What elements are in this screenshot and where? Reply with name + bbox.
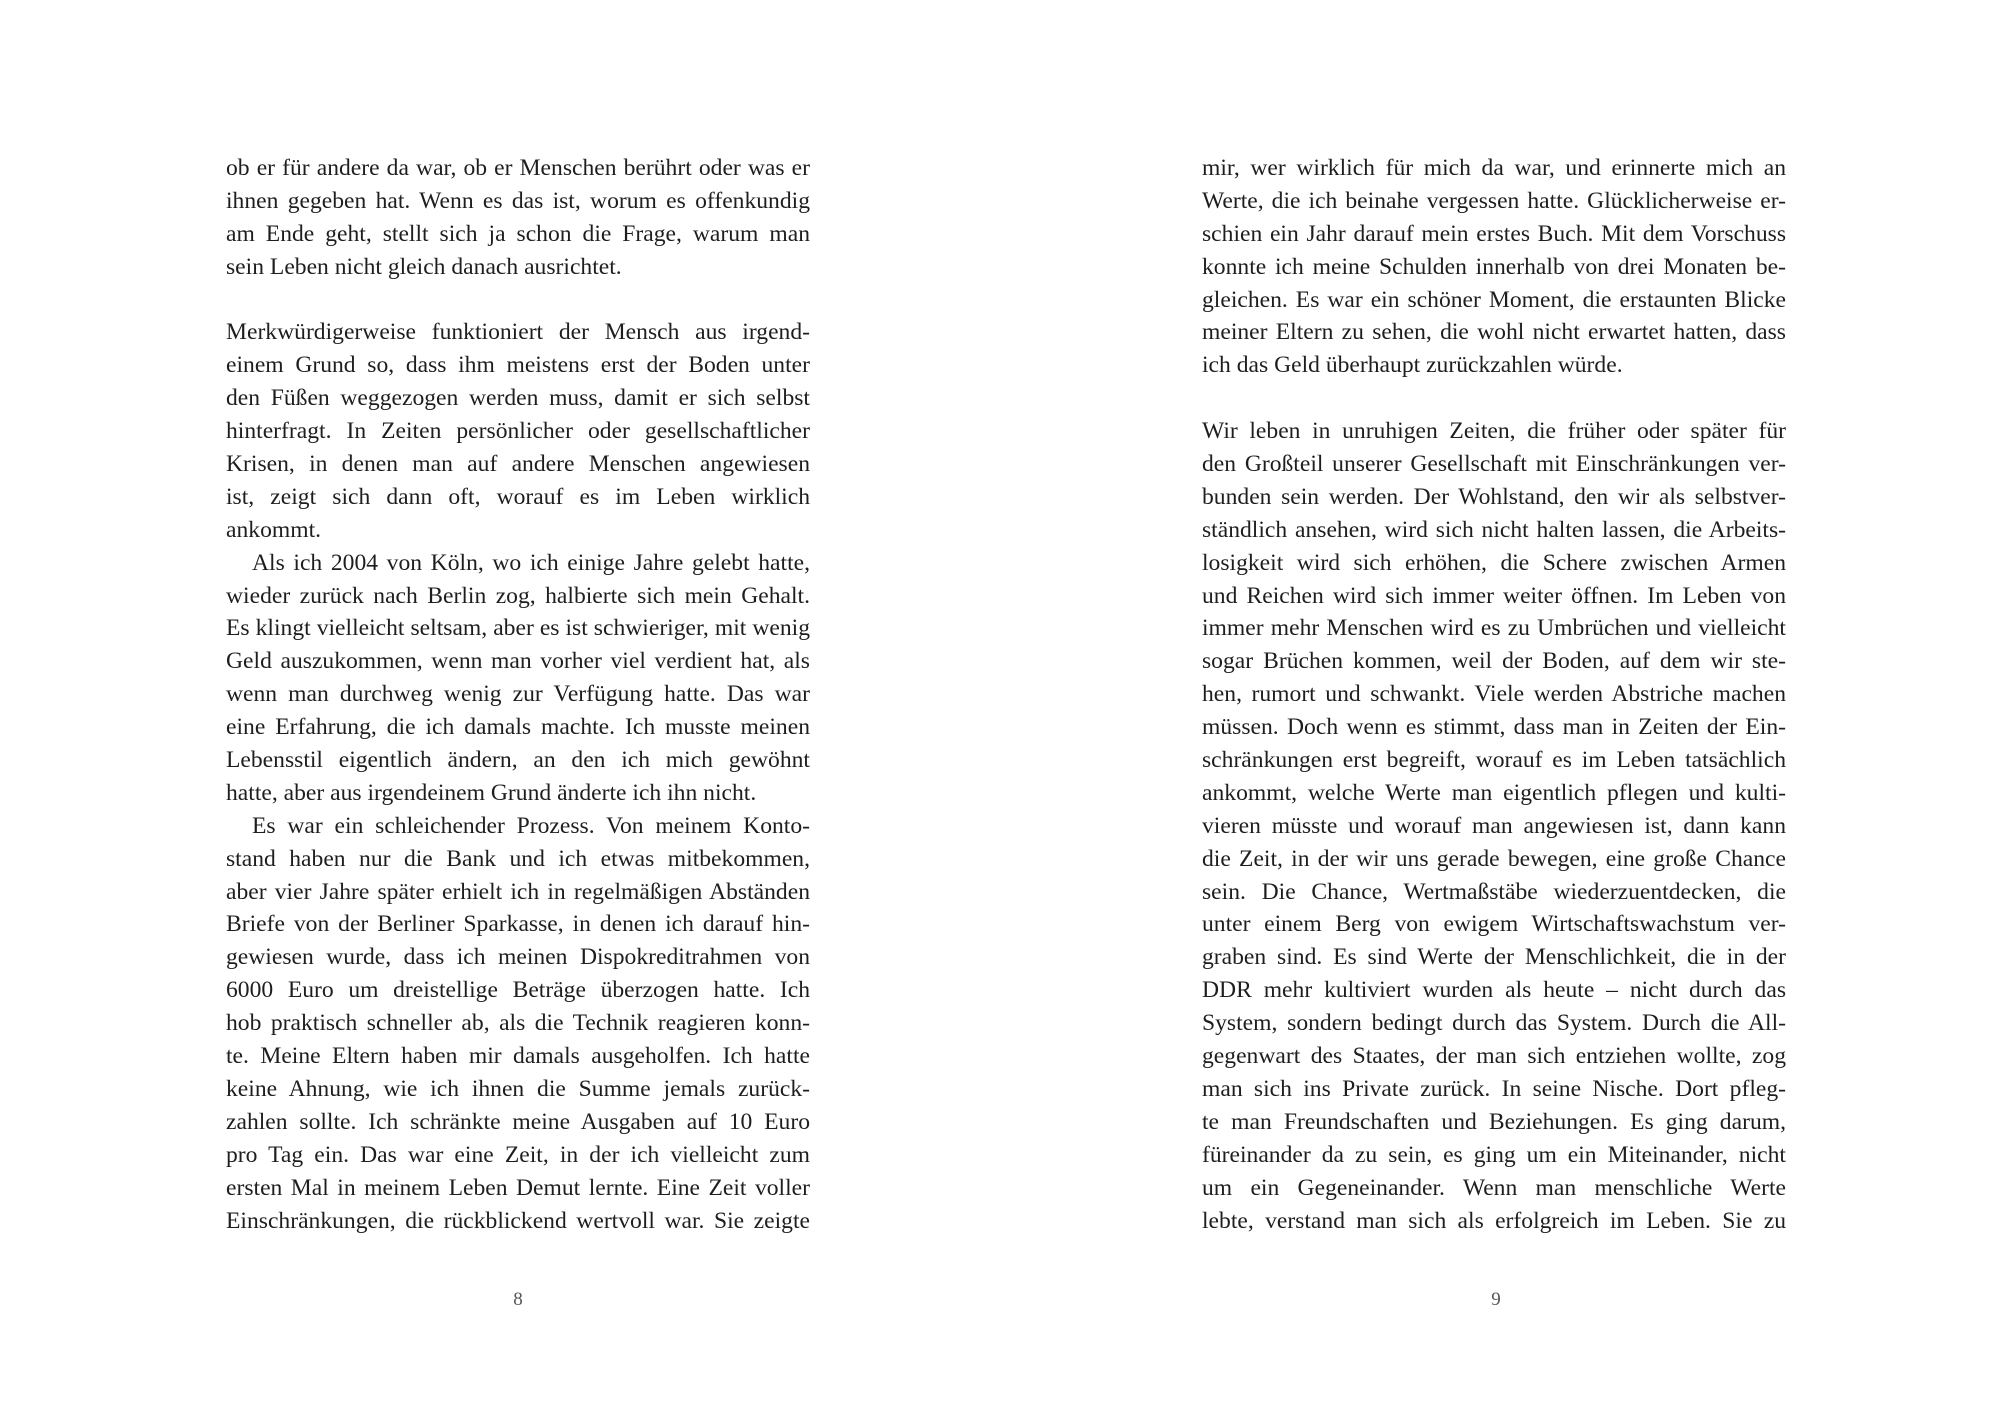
text-line: immer mehr Menschen wird es zu Umbrüchen und vielleicht (1202, 615, 1786, 642)
text-line: DDR mehr kultiviert wurden als heute – nicht durch das (1202, 977, 1786, 1004)
text-line: Werte, die ich beinahe vergessen hatte. Glücklicherweise er- (1202, 187, 1786, 214)
text-line: den Großteil unserer Gesellschaft mit Einschränkungen ver- (1202, 451, 1786, 478)
text-line: Es war ein schleichender Prozess. Von meinem Konto- (252, 812, 810, 839)
page-number: 9 (1491, 1289, 1501, 1310)
text-line: losigkeit wird sich erhöhen, die Schere zwischen Armen (1202, 549, 1786, 576)
text-line: ihnen gegeben hat. Wenn es das ist, worum es offenkundig (226, 187, 810, 214)
text-line: den Füßen weggezogen werden muss, damit er sich selbst (226, 385, 810, 412)
text-line: Krisen, in denen man auf andere Menschen angewiesen (226, 451, 810, 478)
text-line: hatte, aber aus irgendeinem Grund änderte ich ihn nicht. (226, 779, 757, 806)
text-line: ich das Geld überhaupt zurückzahlen würde. (1202, 352, 1623, 379)
text-line: hinterfragt. In Zeiten persönlicher oder gesellschaftlicher (226, 418, 810, 445)
text-line: wieder zurück nach Berlin zog, halbierte sich mein Gehalt. (226, 582, 810, 609)
text-line: am Ende geht, stellt sich ja schon die Frage, warum man (226, 220, 810, 247)
text-line: stand haben nur die Bank und ich etwas mitbekommen, (226, 845, 810, 872)
text-line: ankommt, welche Werte man eigentlich pflegen und kulti- (1202, 779, 1786, 806)
text-line: keine Ahnung, wie ich ihnen die Summe jemals zurück- (226, 1075, 810, 1102)
text-line: unter einem Berg von ewigem Wirtschaftswachstum ver- (1202, 911, 1786, 938)
text-line: sogar Brüchen kommen, weil der Boden, auf dem wir ste- (1202, 648, 1786, 675)
text-line: sein. Die Chance, Wertmaßstäbe wiederzuentdecken, die (1202, 878, 1786, 905)
text-line: müssen. Doch wenn es stimmt, dass man in Zeiten der Ein- (1202, 714, 1786, 741)
text-line: gleichen. Es war ein schöner Moment, die erstaunten Blicke (1202, 286, 1786, 313)
text-line: schränkungen erst begreift, worauf es im Leben tatsächlich (1202, 747, 1786, 774)
text-line: wenn man durchweg wenig zur Verfügung hatte. Das war (226, 681, 810, 708)
text-line: ist, zeigt sich dann oft, worauf es im Leben wirklich (226, 483, 810, 510)
text-line: hob praktisch schneller ab, als die Technik reagieren konn- (226, 1010, 810, 1037)
left-page-body (226, 152, 810, 1237)
text-line: füreinander da zu sein, es ging um ein Miteinander, nicht (1202, 1141, 1786, 1168)
text-line: Briefe von der Berliner Sparkasse, in denen ich darauf hin- (226, 911, 810, 938)
paragraph-gap (1202, 382, 1786, 415)
text-line: te. Meine Eltern haben mir damals ausgeholfen. Ich hatte (226, 1043, 810, 1070)
text-line: System, sondern bedingt durch das System. Durch die All- (1202, 1010, 1786, 1037)
text-line: Merkwürdigerweise funktioniert der Mensch aus irgend- (226, 319, 810, 346)
text-line: sein Leben nicht gleich danach ausrichtet. (226, 253, 622, 280)
text-line: vieren müsste und worauf man angewiesen ist, dann kann (1202, 812, 1786, 839)
text-line: meiner Eltern zu sehen, die wohl nicht erwartet hatten, dass (1202, 319, 1786, 346)
text-line: Einschränkungen, die rückblickend wertvoll war. Sie zeigte (226, 1207, 810, 1234)
text-line: Als ich 2004 von Köln, wo ich einige Jahre gelebt hatte, (252, 549, 810, 576)
text-line: ob er für andere da war, ob er Menschen berührt oder was er (226, 155, 810, 181)
text-line: einem Grund so, dass ihm meistens erst der Boden unter (226, 352, 810, 379)
text-line: bunden sein werden. Der Wohlstand, den wir als selbstver- (1202, 483, 1786, 510)
text-line: 6000 Euro um dreistellige Beträge überzogen hatte. Ich (226, 977, 810, 1004)
text-line: graben sind. Es sind Werte der Menschlichkeit, die in der (1202, 944, 1786, 971)
text-line: hen, rumort und schwankt. Viele werden Abstriche machen (1202, 681, 1786, 708)
text-line: gewiesen wurde, dass ich meinen Dispokreditrahmen von (226, 944, 810, 971)
text-line: ständlich ansehen, wird sich nicht halten lassen, die Arbeits- (1202, 516, 1786, 543)
right-page-body (1202, 152, 1786, 1237)
text-line: eine Erfahrung, die ich damals machte. Ich musste meinen (226, 714, 810, 741)
text-line: und Reichen wird sich immer weiter öffnen. Im Leben von (1202, 582, 1786, 609)
text-line: konnte ich meine Schulden innerhalb von drei Monaten be- (1202, 253, 1786, 280)
text-line: gegenwart des Staates, der man sich entziehen wollte, zog (1202, 1043, 1786, 1070)
text-line: pro Tag ein. Das war eine Zeit, in der ich vielleicht zum (226, 1141, 810, 1168)
text-line: lebte, verstand man sich als erfolgreich im Leben. Sie zu (1202, 1207, 1786, 1234)
right-page (1000, 0, 2000, 1414)
text-line: um ein Gegeneinander. Wenn man menschliche Werte (1202, 1174, 1786, 1201)
text-line: ersten Mal in meinem Leben Demut lernte. Eine Zeit voller (226, 1174, 810, 1201)
text-line: schien ein Jahr darauf mein erstes Buch. Mit dem Vorschuss (1202, 220, 1786, 247)
text-line: Wir leben in unruhigen Zeiten, die früher oder später für (1202, 418, 1786, 445)
text-line: man sich ins Private zurück. In seine Nische. Dort pfleg- (1202, 1075, 1786, 1102)
text-line: ankommt. (226, 516, 322, 543)
text-line: die Zeit, in der wir uns gerade bewegen, eine große Chance (1202, 845, 1786, 872)
text-line: zahlen sollte. Ich schränkte meine Ausgaben auf 10 Euro (226, 1108, 810, 1135)
text-line: mir, wer wirklich für mich da war, und erinnerte mich an (1202, 155, 1786, 181)
text-line: aber vier Jahre später erhielt ich in regelmäßigen Abständen (226, 878, 810, 905)
page-number: 8 (513, 1289, 523, 1310)
paragraph-gap (226, 284, 810, 317)
text-line: Es klingt vielleicht seltsam, aber es ist schwieriger, mit wenig (226, 615, 810, 642)
text-line: Geld auszukommen, wenn man vorher viel verdient hat, als (226, 648, 810, 675)
text-line: te man Freundschaften und Beziehungen. Es ging darum, (1202, 1108, 1786, 1135)
text-line: Lebensstil eigentlich ändern, an den ich mich gewöhnt (226, 747, 810, 774)
